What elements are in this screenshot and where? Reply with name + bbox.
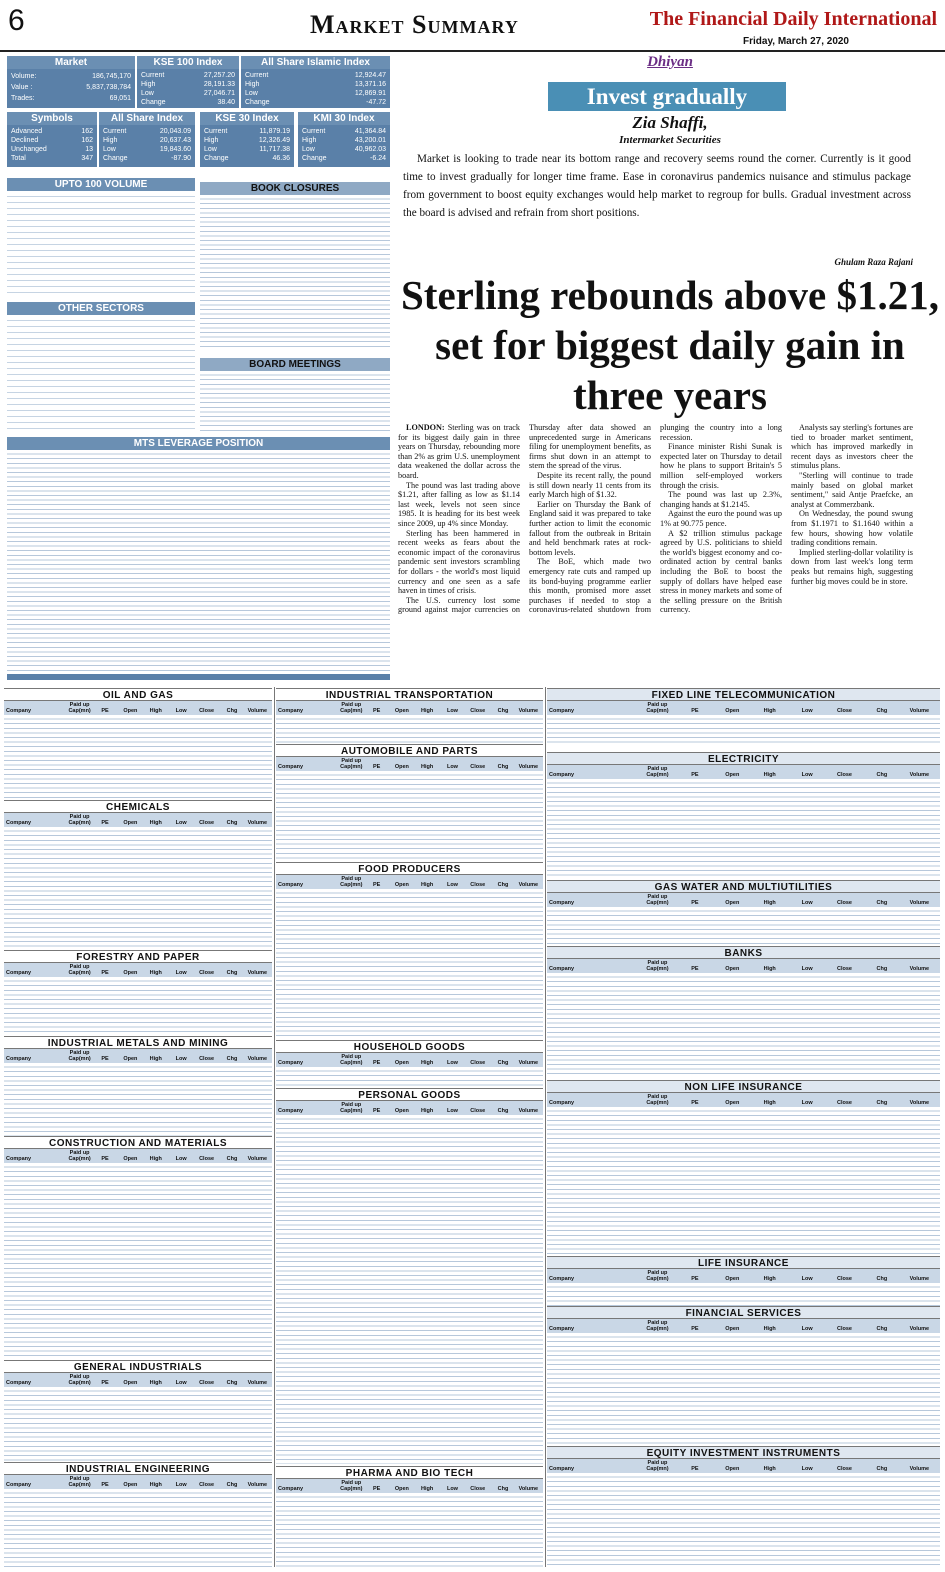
sector-title: INDUSTRIAL METALS AND MINING xyxy=(4,1036,272,1049)
sector-title: GAS WATER AND MULTIUTILITIES xyxy=(547,880,940,893)
stat-row: Trades: 69,051 xyxy=(11,95,131,102)
story-paragraph: The pound was last trading above $1.21, after falling as low as $1.14 last week, levels not seen since 1985. It is heading for its best week since 2009, up 4% since Monday. xyxy=(398,480,520,528)
sector-table: INDUSTRIAL METALS AND MINING Company Paid up Cap(mn) PE Open High Low Close Chg Volume xyxy=(4,1036,272,1136)
sector-table: OIL AND GAS Company Paid up Cap(mn) PE Open High Low Close Chg Volume xyxy=(4,688,272,798)
stat-row: Volume: 186,745,170 xyxy=(11,73,131,80)
book-closures-title: BOOK CLOSURES xyxy=(200,182,390,195)
sector-title: BANKS xyxy=(547,946,940,959)
story-paragraph: The pound was last up 2.3%, changing hands at $1.2145. xyxy=(660,490,782,509)
mts-title: MTS LEVERAGE POSITION xyxy=(7,437,390,450)
page-number: 6 xyxy=(8,4,25,37)
sector-title: LIFE INSURANCE xyxy=(547,1256,940,1269)
symbols-title: Symbols xyxy=(7,112,97,125)
sector-table: FOOD PRODUCERS Company Paid up Cap(mn) PE Open High Low Close Chg Volume xyxy=(276,862,543,1038)
story-paragraph: Implied sterling-dollar volatility is down from last week's long term peaks but remains high, suggesting further big moves could be in store. xyxy=(791,547,913,586)
sector-title: PERSONAL GOODS xyxy=(276,1088,543,1101)
all-share-title: All Share Index xyxy=(99,112,195,125)
sector-title: EQUITY INVESTMENT INSTRUMENTS xyxy=(547,1446,940,1459)
paper-name: The Financial Daily International xyxy=(649,8,937,30)
sector-title: INDUSTRIAL ENGINEERING xyxy=(4,1462,272,1475)
sector-table: EQUITY INVESTMENT INSTRUMENTS Company Paid up Cap(mn) PE Open High Low Close Chg Volume xyxy=(547,1446,940,1568)
story-paragraph: Despite its recent rally, the pound is still down nearly 11 cents from its early March high of $1.32. xyxy=(529,470,651,500)
column-body: Market is looking to trade near its bottom range and recovery seems round the corner. Currently is it good time to invest gradually for longer time frame. Ease in coronavirus pandemics nuisance and stimulus package from government to boost equity exchanges would help market to regroup for bulls. Gradual investment across the board is advised and refrain from short positions. xyxy=(403,153,911,219)
story-paragraph: Earlier on Thursday the Bank of England said it was prepared to take further action to limit the economic fallout from the outbreak in Britain and held benchmark rates at rock-bottom levels. xyxy=(529,499,651,557)
kse100-title: KSE 100 Index xyxy=(137,56,239,69)
sector-table: FORESTRY AND PAPER Company Paid up Cap(mn) PE Open High Low Close Chg Volume xyxy=(4,950,272,1036)
kse30-box: KSE 30 Index Current 11,879.19 High 12,326.49 Low 11,717.38 Change 46.36 xyxy=(200,112,294,167)
kmi30-title: KMI 30 Index xyxy=(298,112,390,125)
sector-table: GAS WATER AND MULTIUTILITIES Company Paid up Cap(mn) PE Open High Low Close Chg Volume xyxy=(547,880,940,944)
section-title: Market Summary xyxy=(310,10,519,39)
story-paragraph: Finance minister Rishi Sunak is expected later on Thursday to detail how he plans to support Britain's 5 million self-employed workers through the crisis. xyxy=(660,442,782,490)
story-body: LONDON: Sterling was on track for its biggest daily gain in three years on Thursday, rebounding more than 2% as grim U.S. unemployment data weakened the dollar across the board. The pound was last trading above $1.21, after falling as low as $1.14 last week, levels not seen since 1985. It is heading for its best week since 2009, up 4% since Monday. Sterling has been hammered in recent weeks as fears about the economic impact of the coronavirus pandemic sent investors scrambling for dollars - the world's most liquid currency and one seen as a safe haven in times of crisis. The U.S. currency lost some ground against major currencies on Thursday after data showed an unprecedented surge in Americans filing for unemployment benefits, as firms shut down in an attempt to stem the spread of the virus. Despite its recent rally, the pound is still down nearly 11 cents from its early March high of $1.32. Earlier on Thursday the Bank of England said it was prepared to take further action to limit the economic fallout from the outbreak in Britain and held benchmark rates at rock-bottom levels. The BoE, which made two emergency rate cuts and ramped up its bond-buying programme earlier this month, promised more asset purchases if needed to stop a coronavirus-related shutdown from plunging the country into a long recession. Finance minister Rishi Sunak is expected later on Thursday to detail how he plans to support Britain's 5 million self-employed workers through the crisis. The pound was last up 2.3%, changing hands at $1.2145. Against the euro the pound was up 1% at 90.775 pence. A $2 trillion stimulus package agreed by U.S. politicians to shield the world's biggest economy and co-ordinated action by central banks including the BoE to boost the supply of dollars have helped ease stress in money markets and some of the selling pressure on the British currency. Analysts say sterling's fortunes are tied to broader market sentiment, which has improved markedly in recent days as investors cheer the stimulus plans. "Sterling will continue to trade mainly based on global market sentiment," said Antje Praefcke, an analyst at Commerzbank. On Wednesday, the pound swung from $1.1971 to $1.1640 within a few hours, showing how volatile trading conditions remain. Implied sterling-dollar volatility is down from last week's long term peaks but remains high, suggesting further big moves could be in store. xyxy=(398,423,913,615)
other-sectors-table xyxy=(7,302,195,432)
all-share-islamic-box: All Share Islamic Index Current 12,924.47 High 13,371.16 Low 12,869.91 Change -47.72 xyxy=(241,56,390,108)
sector-table: ELECTRICITY Company Paid up Cap(mn) PE Open High Low Close Chg Volume xyxy=(547,752,940,876)
mts-leverage-table xyxy=(7,437,390,680)
kmi30-box: KMI 30 Index Current 41,364.84 High 43,200.01 Low 40,962.03 Change -6.24 xyxy=(298,112,390,167)
sector-title: AUTOMOBILE AND PARTS xyxy=(276,744,543,757)
sector-table: AUTOMOBILE AND PARTS Company Paid up Cap(mn) PE Open High Low Close Chg Volume xyxy=(276,744,543,860)
sector-title: FINANCIAL SERVICES xyxy=(547,1306,940,1319)
story-dateline: LONDON: xyxy=(406,423,445,432)
sector-title: NON LIFE INSURANCE xyxy=(547,1080,940,1093)
sector-title: HOUSEHOLD GOODS xyxy=(276,1040,543,1053)
story-paragraph: A $2 trillion stimulus package agreed by U.S. politicians to shield the world's biggest economy and co-ordinated action by central banks including the BoE to boost the supply of dollars have helped ease stress in money markets and some of the selling pressure on the British currency. xyxy=(660,528,782,615)
sector-title: FIXED LINE TELECOMMUNICATION xyxy=(547,688,940,701)
sector-table: FIXED LINE TELECOMMUNICATION Company Paid up Cap(mn) PE Open High Low Close Chg Volume xyxy=(547,688,940,746)
sector-table: NON LIFE INSURANCE Company Paid up Cap(mn) PE Open High Low Close Chg Volume xyxy=(547,1080,940,1256)
story-paragraph: "Sterling will continue to trade mainly based on global market sentiment," said Antje Praefcke, an analyst at Commerzbank. xyxy=(791,470,913,509)
sector-table: GENERAL INDUSTRIALS Company Paid up Cap(mn) PE Open High Low Close Chg Volume xyxy=(4,1360,272,1462)
stat-row: Value : 5,837,738,784 xyxy=(11,84,131,91)
sector-table: HOUSEHOLD GOODS Company Paid up Cap(mn) PE Open High Low Close Chg Volume xyxy=(276,1040,543,1086)
kse100-box: KSE 100 Index Current 27,257.20 High 28,191.33 Low 27,046.71 Change 38.40 xyxy=(137,56,239,108)
page-header xyxy=(0,0,945,52)
story-headline: Sterling rebounds above $1.21, set for biggest daily gain in three years xyxy=(400,272,939,418)
story-paragraph: Against the euro the pound was up 1% at 90.775 pence. xyxy=(660,509,782,528)
market-title: Market xyxy=(7,56,135,69)
column-kicker: Dhiyan xyxy=(647,54,693,70)
sector-table: CONSTRUCTION AND MATERIALS Company Paid up Cap(mn) PE Open High Low Close Chg Volume xyxy=(4,1136,272,1358)
column-byline: Ghulam Raza Rajani xyxy=(834,257,913,267)
story-paragraph: Sterling has been hammered in recent weeks as fears about the economic impact of the coronavirus pandemic sent investors scrambling for dollars - the world's most liquid currency and one seen as a safe haven in times of crisis. xyxy=(398,528,520,596)
sector-table: PHARMA AND BIO TECH Company Paid up Cap(mn) PE Open High Low Close Chg Volume xyxy=(276,1466,543,1568)
all-share-box: All Share Index Current 20,043.09 High 20,637.43 Low 19,843.60 Change -87.90 xyxy=(99,112,195,167)
sector-title: FOOD PRODUCERS xyxy=(276,862,543,875)
other-sectors-title: OTHER SECTORS xyxy=(7,302,195,315)
kse30-title: KSE 30 Index xyxy=(200,112,294,125)
issue-date: Friday, March 27, 2020 xyxy=(743,36,849,47)
sector-title: CONSTRUCTION AND MATERIALS xyxy=(4,1136,272,1149)
sector-table: BANKS Company Paid up Cap(mn) PE Open High Low Close Chg Volume xyxy=(547,946,940,1078)
sector-table: INDUSTRIAL ENGINEERING Company Paid up Cap(mn) PE Open High Low Close Chg Volume xyxy=(4,1462,272,1568)
sector-title: PHARMA AND BIO TECH xyxy=(276,1466,543,1479)
board-meetings-table xyxy=(200,358,390,434)
story-paragraph: On Wednesday, the pound swung from $1.1971 to $1.1640 within a few hours, showing how volatile trading conditions remain. xyxy=(791,509,913,548)
sector-title: CHEMICALS xyxy=(4,800,272,813)
sector-title: GENERAL INDUSTRIALS xyxy=(4,1360,272,1373)
story-paragraph: The U.S. currency lost some ground against major currencies on Thursday after data showed an unprecedented surge in Americans filing for unemployment benefits, as firms shut down in an attempt to stem the spread of the virus. xyxy=(398,423,651,615)
upto100-table xyxy=(7,178,195,298)
book-closures-table xyxy=(200,182,390,350)
column-title: Invest gradually xyxy=(548,82,786,111)
board-meetings-title: BOARD MEETINGS xyxy=(200,358,390,371)
column-author: Zia Shaffi, xyxy=(632,113,708,132)
sector-title: FORESTRY AND PAPER xyxy=(4,950,272,963)
sector-title: OIL AND GAS xyxy=(4,688,272,701)
sector-table: PERSONAL GOODS Company Paid up Cap(mn) PE Open High Low Close Chg Volume xyxy=(276,1088,543,1464)
all-share-islamic-title: All Share Islamic Index xyxy=(241,56,390,69)
sector-table: CHEMICALS Company Paid up Cap(mn) PE Open High Low Close Chg Volume xyxy=(4,800,272,950)
sector-title: ELECTRICITY xyxy=(547,752,940,765)
column-affiliation: Intermarket Securities xyxy=(619,134,721,146)
story-paragraph: Analysts say sterling's fortunes are tied to broader market sentiment, which has improved markedly in recent days as investors cheer the stimulus plans. xyxy=(791,423,913,471)
sector-table: INDUSTRIAL TRANSPORTATION Company Paid up Cap(mn) PE Open High Low Close Chg Volume xyxy=(276,688,543,744)
sector-table: FINANCIAL SERVICES Company Paid up Cap(mn) PE Open High Low Close Chg Volume xyxy=(547,1306,940,1444)
market-box xyxy=(7,56,135,108)
upto100-title: UPTO 100 VOLUME xyxy=(7,178,195,191)
symbols-box: Symbols Advanced 162 Declined 162 Unchanged 13 Total 347 xyxy=(7,112,97,167)
sector-table: LIFE INSURANCE Company Paid up Cap(mn) PE Open High Low Close Chg Volume xyxy=(547,1256,940,1306)
sector-title: INDUSTRIAL TRANSPORTATION xyxy=(276,688,543,701)
story-paragraph: The BoE, which made two emergency rate cuts and ramped up its bond-buying programme earlier this month, promised more asset purchases if needed to stop a coronavirus-related shutdown from plunging the country into a long recession. xyxy=(529,423,782,615)
